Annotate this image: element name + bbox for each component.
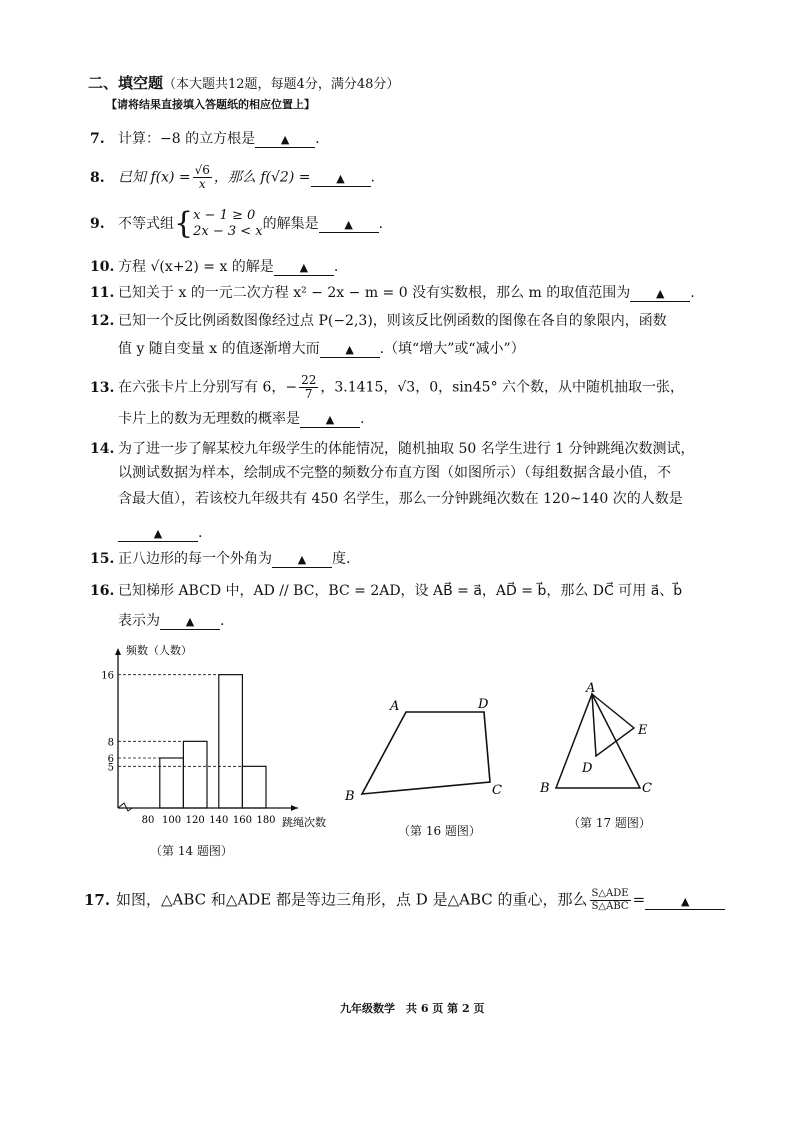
question-12 <box>90 312 667 330</box>
inequality-lines <box>193 208 263 240</box>
fraction <box>299 374 318 401</box>
question-text-2: ，那么 f(√2) = <box>213 169 311 186</box>
fraction-numerator: 22 <box>301 373 317 387</box>
answer-blank[interactable]: ▲ <box>320 343 380 358</box>
answer-blank[interactable]: ▲ <box>645 895 725 910</box>
y-tick-label: 5 <box>107 762 114 774</box>
label-C: C <box>492 783 502 798</box>
section-subtitle: （本大题共12题，每题4分，满分48分） <box>163 77 400 92</box>
question-text: 已知 f(x) = <box>118 169 191 186</box>
question-number: 12. <box>90 313 115 329</box>
question-text-2: 的解集是 <box>262 216 319 232</box>
y-tick-label: 16 <box>101 670 114 682</box>
triangle-ABC <box>556 694 640 788</box>
histogram-bars <box>118 675 266 808</box>
label-D: D <box>582 761 593 776</box>
page-footer: 九年级数学 共 6 页 第 2 页 <box>340 1002 485 1015</box>
histogram-bar <box>242 766 266 808</box>
question-end: . <box>333 259 339 275</box>
label-B: B <box>540 781 550 796</box>
x-tick-label: 80 <box>141 815 155 826</box>
question-number: 10. <box>90 259 115 275</box>
question-text: 含最大值），若该校九年级共有 450 名学生，那么一分钟跳绳次数在 120~140 次的人数是 <box>118 491 683 507</box>
question-number: 8. <box>90 169 105 186</box>
question-number: 17. <box>84 890 111 909</box>
question-13-line-2 <box>118 410 364 428</box>
question-14-line-4 <box>118 524 202 542</box>
x-tick-label: 180 <box>256 815 276 826</box>
question-number: 9. <box>90 216 105 232</box>
answer-blank[interactable]: ▲ <box>630 287 690 302</box>
question-number: 16. <box>90 583 115 599</box>
question-text: 不等式组 <box>118 216 174 232</box>
trapezoid-shape <box>362 712 490 794</box>
figure-17-triangles <box>534 680 664 800</box>
y-axis-arrow <box>115 648 121 655</box>
figure-14-histogram <box>86 640 346 840</box>
answer-blank[interactable]: ▲ <box>160 615 220 630</box>
histogram-bar <box>219 675 243 808</box>
question-17 <box>84 888 725 913</box>
question-end: . <box>360 411 365 427</box>
question-text: 为了进一步了解某校九年级学生的体能情况，随机抽取 50 名学生进行 1 分钟跳绳次数测试， <box>118 441 695 457</box>
answer-blank[interactable]: ▲ <box>255 133 315 148</box>
segment-AD <box>592 694 596 756</box>
question-14-line-3 <box>118 490 683 508</box>
question-11 <box>90 284 695 302</box>
question-16-line-2 <box>118 612 224 630</box>
caption-fig17: （第 17 题图） <box>568 816 651 830</box>
question-end: . <box>198 525 203 541</box>
question-13 <box>90 374 684 401</box>
x-tick-label: 100 <box>162 815 182 826</box>
fraction-denominator: S△ABC <box>591 901 629 912</box>
axis-break <box>118 803 132 811</box>
y-tick-label: 6 <box>107 754 114 765</box>
histogram-bar <box>183 741 207 808</box>
y-tick-label: 8 <box>107 737 114 749</box>
answer-blank[interactable]: ▲ <box>300 413 360 428</box>
question-number: 11. <box>90 285 115 301</box>
question-text: 卡片上的数为无理数的概率是 <box>118 411 300 427</box>
label-A: A <box>586 681 596 696</box>
question-end: . <box>370 169 375 186</box>
figure-16-trapezoid <box>340 690 510 810</box>
label-A: A <box>390 699 400 714</box>
question-end: 度. <box>332 551 351 567</box>
section-note: 【请将结果直接填入答题纸的相应位置上】 <box>106 98 315 111</box>
question-text-2: ，3.1415，√3，0，sin45° 六个数，从中随机抽取一张， <box>320 379 685 396</box>
question-text: 以测试数据为样本，绘制成不完整的频数分布直方图（如图所示）（每组数据含最小值，不 <box>118 465 671 481</box>
x-tick-label: 160 <box>232 815 252 826</box>
question-end: . <box>690 285 695 301</box>
answer-blank[interactable]: ▲ <box>319 218 379 233</box>
question-text: 表示为 <box>118 613 160 629</box>
brace-icon: { <box>174 206 194 241</box>
triangle-ADE <box>592 694 634 756</box>
question-end: . <box>315 131 320 147</box>
label-E: E <box>638 723 648 738</box>
section-title <box>88 72 399 93</box>
question-text: 如图，△ABC 和△ADE 都是等边三角形，点 D 是△ABC 的重心，那么 <box>116 890 588 909</box>
question-text: 计算：−8 的立方根是 <box>118 131 256 147</box>
fraction-denominator: x <box>198 177 206 191</box>
label-B: B <box>345 789 355 804</box>
question-equals: = <box>632 890 646 909</box>
question-9 <box>90 208 383 240</box>
question-text: 在六张卡片上分别写有 6，− <box>118 379 298 396</box>
section-heading: 二、填空题 <box>88 74 164 92</box>
histogram-labels <box>101 643 326 829</box>
x-axis-arrow <box>291 805 298 811</box>
question-8 <box>90 164 375 191</box>
inequality-1: x − 1 ≥ 0 <box>193 208 256 223</box>
answer-blank[interactable]: ▲ <box>118 527 198 542</box>
question-text: 方程 √(x+2) = x 的解是 <box>118 259 274 275</box>
x-tick-label: 140 <box>209 815 229 826</box>
question-end: .（填“增大”或“减小”） <box>379 341 525 357</box>
fraction <box>590 888 631 913</box>
question-12-line-2 <box>118 340 525 358</box>
question-7 <box>90 130 320 148</box>
caption-fig14: （第 14 题图） <box>150 844 233 858</box>
question-10 <box>90 258 338 276</box>
question-number: 14. <box>90 441 115 457</box>
question-number: 13. <box>90 379 115 396</box>
caption-fig16: （第 16 题图） <box>398 824 481 838</box>
answer-blank[interactable]: ▲ <box>311 172 371 187</box>
label-C: C <box>642 781 652 796</box>
fraction <box>193 164 212 191</box>
question-end: . <box>220 613 225 629</box>
x-axis-label: 跳绳次数 <box>282 816 326 829</box>
question-15 <box>90 550 350 568</box>
question-text: 已知梯形 ABCD 中，AD // BC，BC = 2AD，设 AB⃗ = a⃗，AD⃗ = b⃗，那么 DC⃗ 可用 a⃗、b⃗ <box>118 583 683 599</box>
inequality-2: 2x − 3 < x <box>193 224 263 239</box>
histogram-bar <box>160 758 184 808</box>
inequality-system <box>174 208 263 240</box>
label-D: D <box>478 697 489 712</box>
question-text: 正八边形的每一个外角为 <box>118 551 272 567</box>
question-text: 已知一个反比例函数图像经过点 P(−2,3)，则该反比例函数的图像在各自的象限内，函数 <box>118 313 667 329</box>
answer-blank[interactable]: ▲ <box>272 553 332 568</box>
question-end: . <box>378 216 384 232</box>
question-14-line-2 <box>118 464 671 482</box>
question-number: 7. <box>90 131 105 147</box>
answer-blank[interactable]: ▲ <box>274 261 334 276</box>
fraction-denominator: 7 <box>304 387 313 401</box>
fraction-numerator: √6 <box>194 163 210 177</box>
question-number: 15. <box>90 551 115 567</box>
x-tick-label: 120 <box>185 815 205 826</box>
question-text: 值 y 随自变量 x 的值逐渐增大而 <box>118 341 320 357</box>
y-axis-label: 频数（人数） <box>126 644 192 657</box>
question-14 <box>90 440 695 458</box>
fraction-numerator: S△ADE <box>591 888 629 899</box>
question-text: 已知关于 x 的一元二次方程 x² − 2x − m = 0 没有实数根，那么 m 的取值范围为 <box>118 285 631 301</box>
question-16 <box>90 582 682 600</box>
